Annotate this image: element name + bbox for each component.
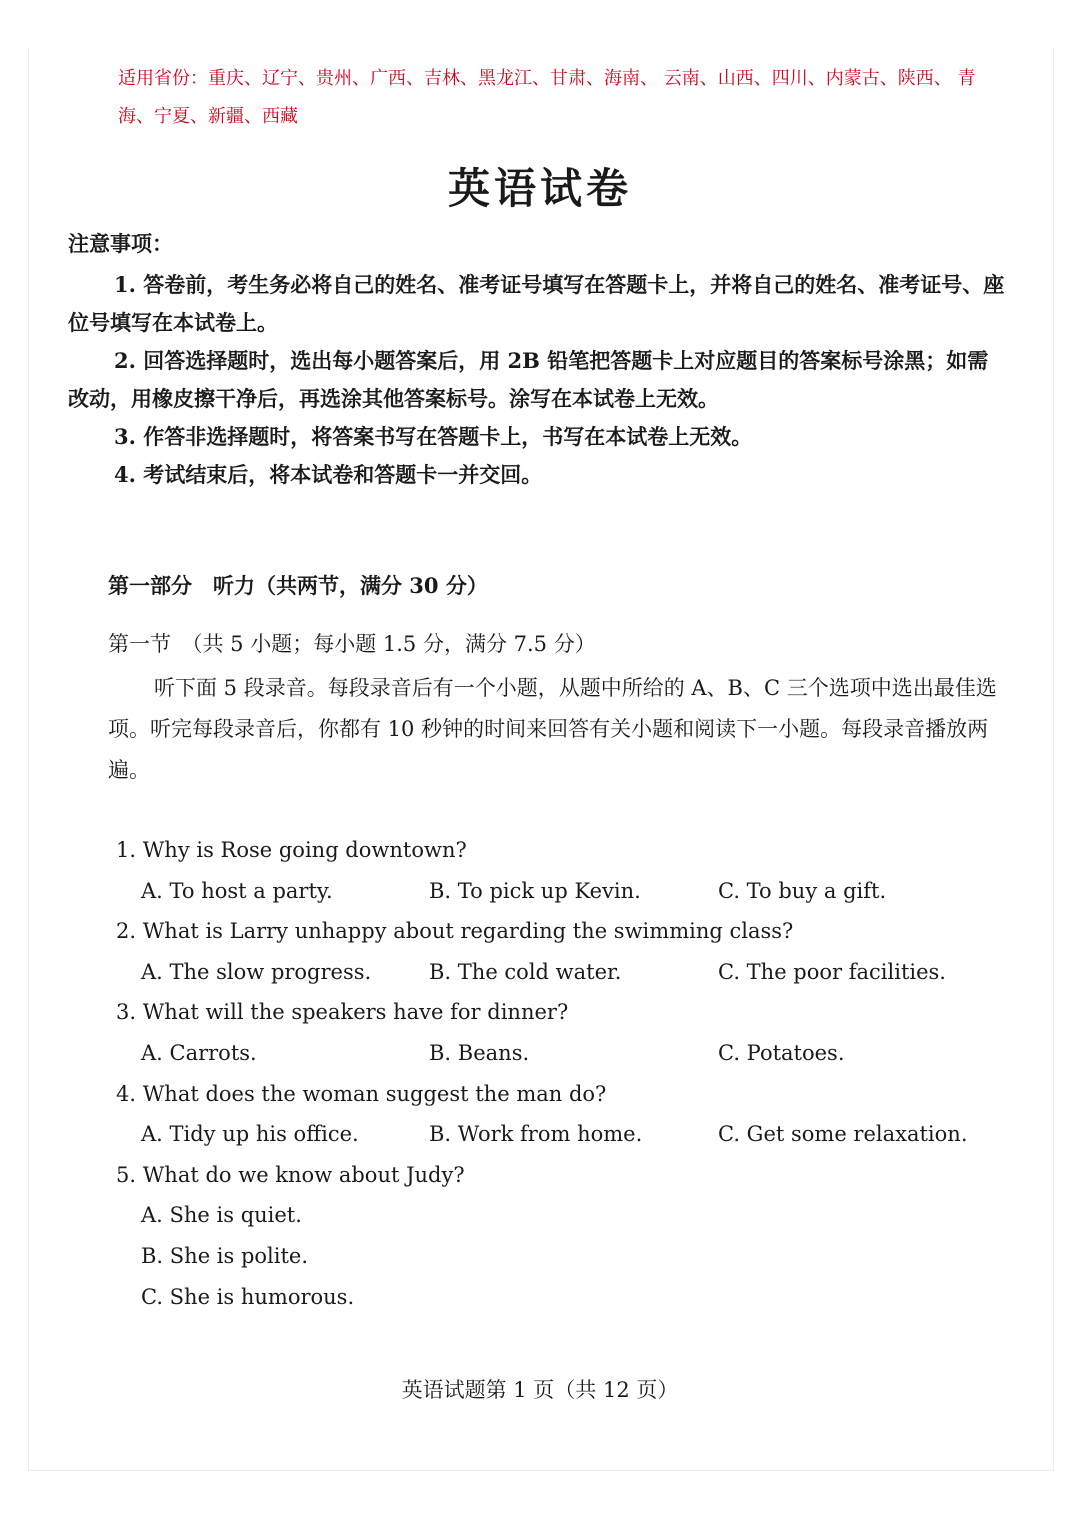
notice-item: 1. 答卷前，考生务必将自己的姓名、准考证号填写在答题卡上，并将自己的姓名、准考证号、座位号填写在本试卷上。 xyxy=(68,272,1005,335)
option-a: A. To host a party. xyxy=(141,878,333,903)
option-c: C. Get some relaxation. xyxy=(718,1122,968,1147)
option-c: C. She is humorous. xyxy=(141,1284,355,1309)
option-b: B. To pick up Kevin. xyxy=(429,878,641,903)
question-1 xyxy=(116,830,996,911)
question-options xyxy=(116,1114,996,1155)
question-3 xyxy=(116,992,996,1073)
notice-item: 3. 作答非选择题时，将答案书写在答题卡上，书写在本试卷上无效。 xyxy=(114,424,753,449)
page-title: 英语试卷 xyxy=(447,164,632,213)
question-stem: 2. What is Larry unhappy about regarding the swimming class? xyxy=(116,919,794,944)
question-5 xyxy=(116,1155,996,1317)
applicable-provinces: 适用省份：重庆、辽宁、贵州、广西、吉林、黑龙江、甘肃、海南、 云南、山西、四川、内蒙古、陕西、 青海、宁夏、新疆、西藏 xyxy=(118,68,976,127)
option-b: B. Beans. xyxy=(429,1040,530,1065)
question-options xyxy=(116,871,996,912)
option-a: A. Tidy up his office. xyxy=(141,1122,359,1147)
option-c: C. Potatoes. xyxy=(718,1040,845,1065)
option-a: A. She is quiet. xyxy=(141,1203,302,1228)
question-2 xyxy=(116,911,996,992)
section-title: 第一节 （共 5 小题；每小题 1.5 分，满分 7.5 分） xyxy=(108,632,596,656)
option-b: B. The cold water. xyxy=(429,959,622,984)
question-options xyxy=(116,1033,996,1074)
question-list xyxy=(116,830,996,1317)
option-c: C. To buy a gift. xyxy=(718,878,887,903)
page-footer: 英语试题第 1 页（共 12 页） xyxy=(401,1378,679,1402)
question-4 xyxy=(116,1074,996,1155)
question-stem: 3. What will the speakers have for dinner? xyxy=(116,1000,569,1025)
notice-item: 4. 考试结束后，将本试卷和答题卡一并交回。 xyxy=(114,462,543,487)
notice-heading: 注意事项： xyxy=(68,231,173,256)
option-a: A. Carrots. xyxy=(141,1040,257,1065)
question-stem: 1. Why is Rose going downtown? xyxy=(116,838,467,862)
section-instructions: 听下面 5 段录音。每段录音后有一个小题，从题中所给的 A、B、C 三个选项中选出最佳选项。听完每段录音后，你都有 10 秒钟的时间来回答有关小题和阅读下一小题。每段录音播放两遍。 xyxy=(108,676,997,782)
question-stem: 4. What does the woman suggest the man do? xyxy=(116,1081,607,1106)
question-options xyxy=(116,952,996,993)
option-b: B. Work from home. xyxy=(429,1122,643,1147)
notice-item: 2. 回答选择题时，选出每小题答案后，用 2B 铅笔把答题卡上对应题目的答案标号涂黑；如需改动，用橡皮擦干净后，再选涂其他答案标号。涂写在本试卷上无效。 xyxy=(68,348,989,411)
notice-list xyxy=(68,266,1008,494)
option-c: C. The poor facilities. xyxy=(718,959,946,984)
option-a: A. The slow progress. xyxy=(141,959,372,984)
part-title: 第一部分 听力（共两节，满分 30 分） xyxy=(108,573,488,598)
option-b: B. She is polite. xyxy=(141,1243,309,1268)
question-stem: 5. What do we know about Judy? xyxy=(116,1162,465,1187)
